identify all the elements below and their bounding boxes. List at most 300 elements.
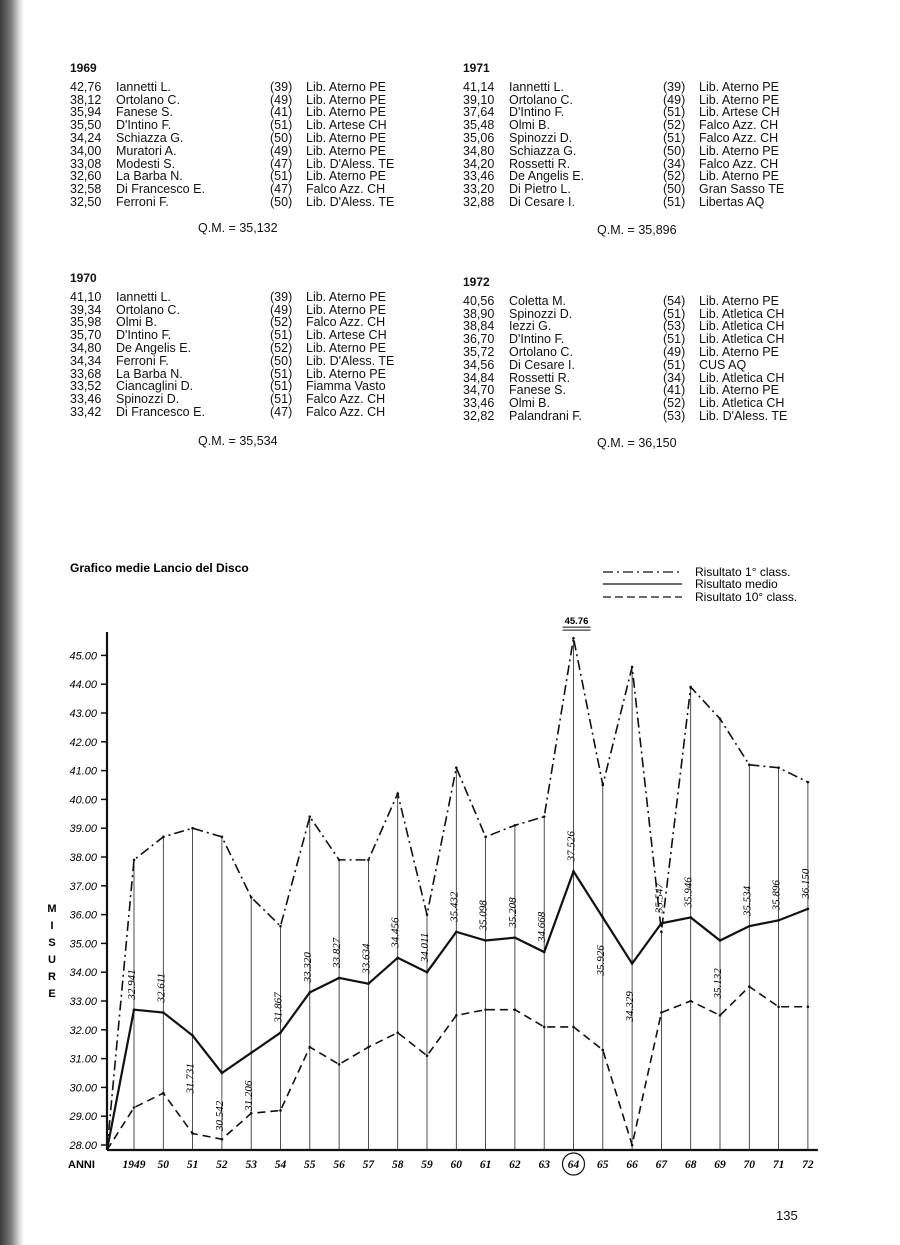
ranking-athlete-name: Modesti S. — [116, 156, 176, 171]
ranking-athlete-name: Di Pietro L. — [509, 182, 571, 197]
ranking-athlete-name: La Barba N. — [116, 366, 183, 381]
data-point — [777, 766, 780, 769]
mean-value-label: 34.011 — [419, 932, 431, 963]
data-point — [191, 1132, 194, 1135]
ranking-club: Falco Azz. CH — [306, 392, 386, 407]
x-tick-label: 52 — [216, 1159, 228, 1171]
ranking-athlete-name: Fanese S. — [116, 105, 173, 120]
ranking-birth-year: (51) — [270, 118, 293, 133]
data-point — [631, 1144, 634, 1147]
ranking-score: 38,90 — [463, 306, 495, 321]
ranking-birth-year: (49) — [270, 143, 293, 158]
data-point — [396, 957, 399, 960]
data-point — [572, 870, 575, 873]
data-point — [689, 1000, 692, 1003]
ranking-birth-year: (47) — [270, 156, 293, 171]
ranking-qm: Q.M. = 35,534 — [198, 434, 278, 448]
data-point — [719, 717, 722, 720]
ranking-qm: Q.M. = 35,132 — [198, 221, 278, 235]
data-point — [777, 1005, 780, 1008]
data-point — [133, 1106, 136, 1109]
ranking-club: Lib. D'Aless. TE — [699, 408, 788, 423]
data-point — [807, 781, 810, 784]
ranking-club: Lib. Aterno PE — [699, 169, 779, 184]
data-point — [748, 985, 751, 988]
data-point — [748, 764, 751, 767]
x-tick-label: 53 — [245, 1159, 257, 1171]
ranking-club: Lib. Atletica CH — [699, 332, 785, 347]
ranking-club: Lib. D'Aless. TE — [306, 194, 395, 209]
data-point — [221, 1138, 224, 1141]
ranking-birth-year: (51) — [663, 105, 686, 120]
mean-value-label: 32.611 — [155, 973, 168, 1003]
ranking-birth-year: (51) — [663, 194, 686, 209]
ranking-score: 33,08 — [70, 156, 102, 171]
mean-value-label: 34.456 — [389, 917, 402, 948]
ranking-birth-year: (52) — [270, 340, 293, 355]
ranking-athlete-name: Di Cesare I. — [509, 357, 575, 372]
y-tick-label: 34.00 — [69, 967, 97, 980]
x-tick-label: 68 — [684, 1159, 697, 1171]
y-tick-label: 44.00 — [69, 679, 97, 692]
mean-value-label: 35.926 — [594, 945, 607, 976]
ranking-club: Fiamma Vasto — [306, 379, 386, 394]
data-point — [807, 1005, 810, 1008]
ranking-birth-year: (53) — [663, 408, 686, 423]
data-point — [543, 815, 546, 818]
ranking-athlete-name: D'Intino F. — [509, 105, 565, 120]
ranking-score: 34,20 — [463, 156, 495, 171]
ranking-score: 35,06 — [463, 130, 495, 145]
ranking-score: 41,10 — [70, 289, 102, 304]
ranking-score: 35,94 — [70, 105, 102, 120]
ranking-athlete-name: Spinozzi D. — [116, 392, 180, 407]
data-point — [396, 1031, 399, 1034]
ranking-score: 38,12 — [70, 92, 102, 107]
ranking-athlete-name: Olmi B. — [116, 315, 157, 330]
ranking-score: 39,10 — [463, 92, 495, 107]
data-point — [367, 982, 370, 985]
ranking-score: 32,50 — [70, 194, 102, 209]
ranking-athlete-name: Di Francesco E. — [116, 182, 205, 197]
ranking-score: 40,56 — [463, 293, 495, 308]
data-point — [543, 1026, 546, 1029]
mean-value-label: 35.946 — [682, 877, 695, 908]
ranking-club: Lib. Aterno PE — [306, 302, 386, 317]
ranking-birth-year: (50) — [270, 130, 293, 145]
data-point — [572, 1026, 575, 1029]
ranking-athlete-name: Di Francesco E. — [116, 404, 205, 419]
ranking-score: 33,42 — [70, 404, 102, 419]
ranking-birth-year: (52) — [663, 169, 686, 184]
mean-value-label: 33.320 — [301, 952, 314, 983]
data-point — [777, 919, 780, 922]
y-tick-label: 41.00 — [69, 765, 97, 778]
ranking-club: Falco Azz. CH — [699, 156, 779, 171]
mean-value-label: 32.941 — [126, 969, 138, 1000]
ranking-birth-year: (50) — [270, 194, 293, 209]
ranking-athlete-name: La Barba N. — [116, 169, 183, 184]
y-label-letter: E — [48, 988, 56, 1000]
ranking-qm: Q.M. = 35,896 — [597, 223, 677, 237]
ranking-score: 33,46 — [463, 396, 495, 411]
ranking-athlete-name: Fanese S. — [509, 383, 566, 398]
ranking-score: 32,60 — [70, 169, 102, 184]
data-point — [631, 666, 634, 669]
ranking-score: 35,50 — [70, 118, 102, 133]
ranking-athlete-name: Spinozzi D. — [509, 306, 573, 321]
y-label-letter: R — [48, 971, 56, 983]
data-point — [631, 962, 634, 965]
x-tick-label: 63 — [538, 1159, 550, 1171]
x-tick-label: 67 — [655, 1159, 668, 1171]
ranking-club: CUS AQ — [699, 357, 747, 372]
legend-medio: Risultato medio — [695, 577, 778, 591]
ranking-birth-year: (49) — [663, 92, 686, 107]
series-line-dashed — [107, 987, 808, 1150]
ranking-birth-year: (49) — [663, 344, 686, 359]
ranking-athlete-name: Ferroni F. — [116, 353, 169, 368]
ranking-club: Lib. Aterno PE — [699, 344, 779, 359]
ranking-athlete-name: Ortolano C. — [116, 302, 180, 317]
data-point — [426, 913, 429, 916]
data-point — [191, 827, 194, 830]
ranking-club: Lib. Atletica CH — [699, 396, 785, 411]
ranking-birth-year: (39) — [270, 289, 293, 304]
x-tick-label: 71 — [772, 1159, 785, 1171]
ranking-athlete-name: Schiazza G. — [509, 143, 577, 158]
ranking-birth-year: (50) — [663, 143, 686, 158]
ranking-athlete-name: Iannetti L. — [116, 79, 171, 94]
ranking-birth-year: (47) — [270, 182, 293, 197]
data-point — [514, 936, 517, 939]
ranking-birth-year: (39) — [270, 79, 293, 94]
ranking-athlete-name: D'Intino F. — [116, 328, 172, 343]
ranking-club: Lib. Aterno PE — [306, 169, 386, 184]
data-point — [221, 836, 224, 839]
ranking-score: 35,48 — [463, 118, 495, 133]
ranking-club: Lib. Aterno PE — [699, 92, 779, 107]
data-point — [455, 766, 458, 769]
ranking-birth-year: (34) — [663, 156, 686, 171]
ranking-athlete-name: Di Cesare I. — [509, 194, 575, 209]
ranking-athlete-name: D'Intino F. — [116, 118, 172, 133]
ranking-athlete-name: Iannetti L. — [509, 79, 564, 94]
y-tick-label: 33.00 — [69, 996, 97, 1008]
data-point — [455, 1014, 458, 1017]
x-tick-label: 64 — [567, 1159, 580, 1171]
data-point — [279, 925, 282, 928]
ranking-club: Lib. Atletica CH — [699, 319, 785, 334]
mean-value-label: 36.150 — [799, 868, 812, 899]
ranking-birth-year: (53) — [663, 319, 686, 334]
ranking-score: 36,70 — [463, 332, 495, 347]
ranking-athlete-name: Iezzi G. — [509, 319, 552, 334]
mean-value-label: 31.206 — [243, 1080, 256, 1111]
x-tick-label: 70 — [743, 1159, 756, 1171]
ranking-year: 1971 — [463, 61, 490, 75]
ranking-score: 33,20 — [463, 182, 495, 197]
ranking-birth-year: (54) — [663, 293, 686, 308]
ranking-year: 1970 — [70, 271, 97, 285]
data-point — [484, 939, 487, 942]
ranking-score: 35,98 — [70, 315, 102, 330]
data-point — [221, 1072, 224, 1075]
ranking-score: 34,24 — [70, 130, 102, 145]
data-point — [162, 1011, 165, 1014]
ranking-athlete-name: Rossetti R. — [509, 370, 571, 385]
ranking-score: 34,80 — [463, 143, 495, 158]
y-tick-label: 40.00 — [69, 794, 97, 807]
data-point — [602, 1049, 605, 1052]
ranking-club: Gran Sasso TE — [699, 182, 785, 197]
ranking-athlete-name: Ortolano C. — [116, 92, 180, 107]
ranking-athlete-name: Rossetti R. — [509, 156, 571, 171]
ranking-birth-year: (52) — [663, 396, 686, 411]
y-label-letter: M — [47, 903, 57, 915]
ranking-score: 33,68 — [70, 366, 102, 381]
ranking-athlete-name: Ortolano C. — [509, 344, 573, 359]
x-tick-label: 50 — [157, 1159, 170, 1171]
ranking-athlete-name: Iannetti L. — [116, 289, 171, 304]
ranking-club: Falco Azz. CH — [306, 315, 386, 330]
x-tick-label: 60 — [450, 1159, 463, 1171]
mean-value-label: 37.526 — [565, 831, 578, 862]
x-tick-label: 65 — [597, 1159, 609, 1171]
data-point — [660, 931, 663, 934]
mean-value-label: 35.132 — [712, 968, 724, 999]
legend-tenth: Risultato 10° class. — [695, 590, 798, 604]
y-label-letter: U — [48, 954, 56, 966]
ranking-birth-year: (51) — [270, 392, 293, 407]
ranking-club: Lib. D'Aless. TE — [306, 353, 395, 368]
mean-value-label: 35.534 — [741, 885, 754, 917]
ranking-athlete-name: Olmi B. — [509, 118, 550, 133]
ranking-birth-year: (50) — [270, 353, 293, 368]
data-point — [543, 951, 546, 954]
data-point — [338, 977, 341, 980]
data-point — [367, 859, 370, 862]
ranking-club: Lib. Aterno PE — [699, 383, 779, 398]
data-point — [689, 916, 692, 919]
ranking-score: 41,14 — [463, 79, 495, 94]
x-tick-label: 56 — [333, 1159, 345, 1171]
ranking-birth-year: (51) — [663, 306, 686, 321]
data-point — [309, 1046, 312, 1049]
data-point — [602, 784, 605, 787]
data-point — [250, 1112, 253, 1115]
ranking-club: Lib. Aterno PE — [306, 366, 386, 381]
ranking-club: Lib. Atletica CH — [699, 306, 785, 321]
ranking-score: 32,88 — [463, 194, 495, 209]
ranking-score: 34,70 — [463, 383, 495, 398]
ranking-athlete-name: Coletta M. — [509, 293, 566, 308]
ranking-score: 34,34 — [70, 353, 102, 368]
ranking-athlete-name: De Angelis E. — [509, 169, 585, 184]
data-point — [719, 939, 722, 942]
ranking-score: 32,58 — [70, 182, 102, 197]
data-point — [426, 1054, 429, 1057]
mean-value-label: 35.208 — [506, 897, 519, 928]
x-tick-label: 55 — [304, 1159, 316, 1171]
data-point — [367, 1046, 370, 1049]
ranking-athlete-name: Muratori A. — [116, 143, 177, 158]
mean-value-label: 35.547 — [653, 882, 666, 914]
ranking-club: Lib. Aterno PE — [306, 79, 386, 94]
data-point — [309, 991, 312, 994]
y-tick-label: 31.00 — [69, 1053, 97, 1066]
data-point — [133, 859, 136, 862]
ranking-score: 37,64 — [463, 105, 495, 120]
data-point — [807, 908, 810, 911]
ranking-year: 1969 — [70, 61, 97, 75]
data-point — [689, 686, 692, 689]
ranking-score: 33,46 — [463, 169, 495, 184]
data-point — [660, 1011, 663, 1014]
x-tick-label: 72 — [802, 1159, 814, 1171]
x-tick-label: 57 — [362, 1159, 375, 1171]
ranking-club: Lib. Aterno PE — [699, 293, 779, 308]
ranking-birth-year: (41) — [663, 383, 686, 398]
chart-title: Grafico medie Lancio del Disco — [70, 561, 249, 575]
ranking-club: Lib. Atletica CH — [699, 370, 785, 385]
data-point — [133, 1008, 136, 1011]
data-point — [162, 836, 165, 839]
ranking-club: Lib. D'Aless. TE — [306, 156, 395, 171]
data-point — [514, 1008, 517, 1011]
data-point — [250, 896, 253, 899]
y-tick-label: 29.00 — [69, 1111, 97, 1124]
ranking-year: 1972 — [463, 275, 490, 289]
data-point — [660, 922, 663, 925]
data-point — [250, 1052, 253, 1055]
mean-value-label: 34.329 — [624, 991, 637, 1022]
y-tick-label: 35.00 — [69, 938, 97, 951]
mean-value-label: 33.634 — [360, 943, 373, 974]
data-point — [719, 1014, 722, 1017]
ranking-birth-year: (39) — [663, 79, 686, 94]
mean-value-label: 30.542 — [213, 1100, 226, 1131]
x-tick-label: 58 — [391, 1159, 404, 1171]
x-tick-label: 59 — [421, 1159, 433, 1171]
page-number: 135 — [776, 1208, 798, 1223]
ranking-club: Falco Azz. CH — [306, 182, 386, 197]
data-point — [309, 815, 312, 818]
ranking-birth-year: (51) — [663, 332, 686, 347]
mean-value-label: 31.867 — [272, 992, 285, 1023]
ranking-birth-year: (49) — [270, 92, 293, 107]
ranking-birth-year: (41) — [270, 105, 293, 120]
ranking-athlete-name: Palandrani F. — [509, 408, 582, 423]
data-point — [484, 836, 487, 839]
data-point — [572, 637, 575, 640]
ranking-score: 34,00 — [70, 143, 102, 158]
ranking-score: 42,76 — [70, 79, 102, 94]
ranking-score: 34,84 — [463, 370, 495, 385]
x-tick-label: 66 — [626, 1159, 638, 1171]
mean-value-label: 34.668 — [536, 911, 549, 943]
ranking-birth-year: (52) — [663, 118, 686, 133]
ranking-club: Lib. Aterno PE — [306, 105, 386, 120]
ranking-club: Lib. Artese CH — [306, 328, 387, 343]
x-tick-label: 61 — [479, 1159, 492, 1171]
y-tick-label: 37.00 — [69, 880, 97, 893]
ranking-club: Lib. Aterno PE — [306, 130, 386, 145]
ranking-birth-year: (51) — [270, 328, 293, 343]
ranking-club: Falco Azz. CH — [306, 404, 386, 419]
mean-value-label: 35.432 — [448, 891, 461, 922]
data-point — [602, 916, 605, 919]
mean-value-label: 35.098 — [477, 900, 490, 931]
ranking-birth-year: (51) — [270, 379, 293, 394]
ranking-birth-year: (50) — [663, 182, 686, 197]
data-point — [279, 1031, 282, 1034]
y-tick-label: 39.00 — [69, 823, 97, 836]
ranking-qm: Q.M. = 36,150 — [597, 436, 677, 450]
data-point — [338, 1063, 341, 1066]
ranking-score: 38,84 — [463, 319, 495, 334]
data-point — [279, 1109, 282, 1112]
ranking-athlete-name: D'Intino F. — [509, 332, 565, 347]
ranking-score: 35,72 — [463, 344, 495, 359]
data-point — [338, 859, 341, 862]
x-tick-label: 69 — [714, 1159, 726, 1171]
ranking-club: Lib. Aterno PE — [699, 143, 779, 158]
ranking-athlete-name: Schiazza G. — [116, 130, 184, 145]
x-tick-label: 1949 — [122, 1159, 146, 1171]
y-tick-label: 38.00 — [69, 852, 97, 864]
legend-first: Risultato 1° class. — [695, 565, 791, 579]
ranking-score: 34,80 — [70, 340, 102, 355]
y-label-letter: S — [48, 937, 56, 949]
data-point — [162, 1092, 165, 1095]
ranking-athlete-name: Ortolano C. — [509, 92, 573, 107]
ranking-birth-year: (49) — [270, 302, 293, 317]
ranking-club: Lib. Aterno PE — [306, 143, 386, 158]
ranking-score: 34,56 — [463, 357, 495, 372]
ranking-birth-year: (47) — [270, 404, 293, 419]
ranking-birth-year: (52) — [270, 315, 293, 330]
ranking-club: Lib. Aterno PE — [306, 92, 386, 107]
data-point — [455, 931, 458, 934]
ranking-score: 39,34 — [70, 302, 102, 317]
y-tick-label: 45.00 — [69, 650, 97, 663]
ranking-club: Lib. Artese CH — [699, 105, 780, 120]
data-point — [426, 971, 429, 974]
ranking-score: 35,70 — [70, 328, 102, 343]
ranking-birth-year: (51) — [663, 357, 686, 372]
ranking-club: Falco Azz. CH — [699, 130, 779, 145]
y-tick-label: 28.00 — [69, 1140, 97, 1152]
data-point — [396, 792, 399, 795]
ranking-club: Lib. Aterno PE — [306, 340, 386, 355]
ranking-club: Libertas AQ — [699, 194, 765, 209]
ranking-club: Falco Azz. CH — [699, 118, 779, 133]
mean-value-label: 33.827 — [331, 937, 344, 968]
y-tick-label: 42.00 — [69, 736, 97, 749]
y-tick-label: 30.00 — [69, 1082, 97, 1095]
ranking-birth-year: (51) — [270, 366, 293, 381]
y-tick-label: 36.00 — [69, 909, 97, 922]
data-point — [484, 1008, 487, 1011]
ranking-athlete-name: Spinozzi D. — [509, 130, 573, 145]
data-point — [748, 925, 751, 928]
x-tick-label: 51 — [186, 1159, 199, 1171]
ranking-birth-year: (34) — [663, 370, 686, 385]
data-point — [514, 824, 517, 827]
x-axis-label: ANNI — [68, 1159, 95, 1171]
ranking-club: Lib. Aterno PE — [699, 79, 779, 94]
